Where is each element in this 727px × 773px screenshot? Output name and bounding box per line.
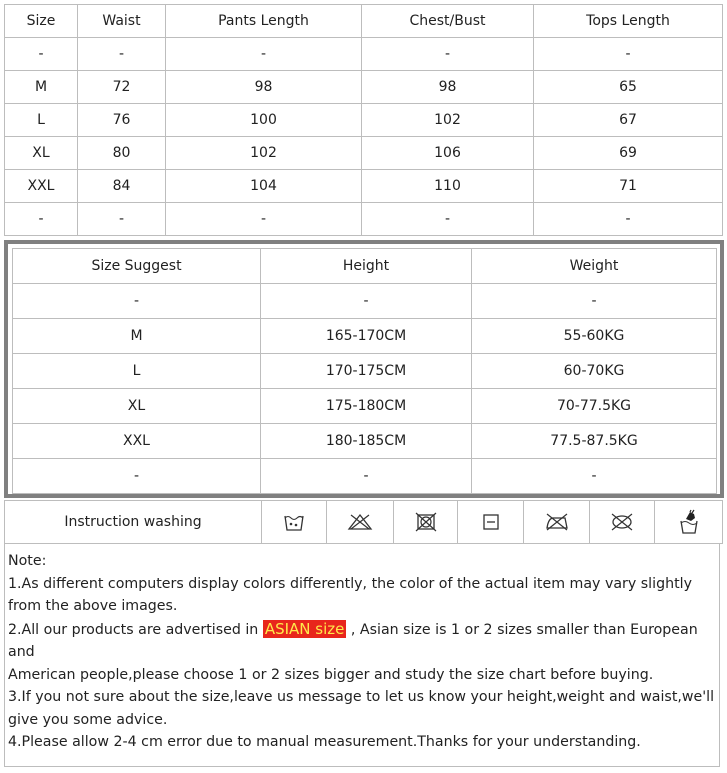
size-table-header-cell: Chest/Bust [362,5,534,38]
note-1: 1.As different computers display colors differently, the color of the actual item may vary slightly from the above images. [8,575,692,614]
hand-wash-icon [283,512,305,532]
suggest-table-cell: - [261,459,472,494]
size-table-cell: 76 [78,104,166,137]
size-table-cell: 106 [362,137,534,170]
size-table-cell: L [5,104,78,137]
size-table-cell: 100 [166,104,362,137]
suggest-table-cell: 165-170CM [261,319,472,354]
size-chart-table [4,4,723,236]
size-table-cell: 104 [166,170,362,203]
size-table-cell: 69 [534,137,723,170]
size-table-cell: M [5,71,78,104]
note-2-post: , Asian size is 1 or 2 sizes smaller than European and [8,621,698,660]
washing-instructions [4,500,723,544]
size-table-header-cell: Pants Length [166,5,362,38]
size-suggest-table [12,248,717,494]
size-table-row [5,104,723,137]
asian-size-highlight: ASIAN size [264,619,345,638]
size-table-cell: 65 [534,71,723,104]
size-table-cell: 72 [78,71,166,104]
hand-wash-basin-icon [678,509,700,535]
note-3: 3.If you not sure about the size,leave us message to let us know your height,weight and waist,we'll give you some advice. [8,689,715,728]
do-not-dry-clean-icon [609,512,635,532]
suggest-table-cell: 175-180CM [261,389,472,424]
suggest-table-cell: - [13,284,261,319]
suggest-table-header-cell: Size Suggest [13,249,261,284]
size-table-header-cell: Waist [78,5,166,38]
suggest-table-cell: - [261,284,472,319]
suggest-table-row [13,319,717,354]
note-2-pre: 2.All our products are advertised in [8,621,263,638]
do-not-tumble-dry-icon [415,512,437,532]
suggest-table-header-row [13,249,717,284]
suggest-table-cell: - [472,459,717,494]
suggest-table-cell: 60-70KG [472,354,717,389]
note-2 [8,618,716,664]
size-table-cell: XL [5,137,78,170]
washing-label: Instruction washing [5,501,262,544]
suggest-table-row [13,424,717,459]
size-table-cell: 84 [78,170,166,203]
size-table-cell: 98 [362,71,534,104]
size-table-row [5,170,723,203]
size-table-cell: 102 [166,137,362,170]
size-table-cell: - [534,203,723,236]
note-4: 4.Please allow 2-4 cm error due to manual measurement.Thanks for your understanding. [8,734,641,750]
size-table-header-row [5,5,723,38]
notes-title: Note: [8,553,47,569]
size-table-cell: 67 [534,104,723,137]
suggest-table-cell: 70-77.5KG [472,389,717,424]
size-table-cell: 110 [362,170,534,203]
suggest-table-cell: XL [13,389,261,424]
note-2-line-2: American people,please choose 1 or 2 sizes bigger and study the size chart before buying. [8,666,654,683]
do-not-bleach-icon [347,513,373,531]
suggest-table-cell: 170-175CM [261,354,472,389]
size-table-header-cell: Size [5,5,78,38]
size-table-cell: 71 [534,170,723,203]
size-table-cell: - [5,203,78,236]
size-table-cell: XXL [5,170,78,203]
suggest-table-cell: M [13,319,261,354]
suggest-table-cell: 180-185CM [261,424,472,459]
size-table-cell: - [534,38,723,71]
suggest-table-row [13,354,717,389]
size-table-row [5,38,723,71]
suggest-table-cell: - [472,284,717,319]
suggest-table-row [13,389,717,424]
suggest-table-cell: 77.5-87.5KG [472,424,717,459]
size-table-cell: 98 [166,71,362,104]
size-table-cell: - [78,203,166,236]
size-table-cell: 102 [362,104,534,137]
size-table-cell: - [362,38,534,71]
suggest-table-header-cell: Weight [472,249,717,284]
size-table-cell: 80 [78,137,166,170]
suggest-table-cell: 55-60KG [472,319,717,354]
size-table-cell: - [5,38,78,71]
size-table-cell: - [166,203,362,236]
do-not-iron-icon [544,512,570,532]
size-table-cell: - [166,38,362,71]
size-table-row [5,71,723,104]
size-table-cell: - [362,203,534,236]
suggest-table-row [13,459,717,494]
dry-flat-icon [482,513,500,531]
suggest-table-cell: - [13,459,261,494]
suggest-table-cell: XXL [13,424,261,459]
suggest-table-row [13,284,717,319]
size-table-row [5,203,723,236]
size-table-cell: - [78,38,166,71]
size-table-row [5,137,723,170]
notes-section [4,543,720,767]
suggest-table-cell: L [13,354,261,389]
suggest-table-header-cell: Height [261,249,472,284]
size-table-header-cell: Tops Length [534,5,723,38]
size-suggest-frame [4,240,724,498]
